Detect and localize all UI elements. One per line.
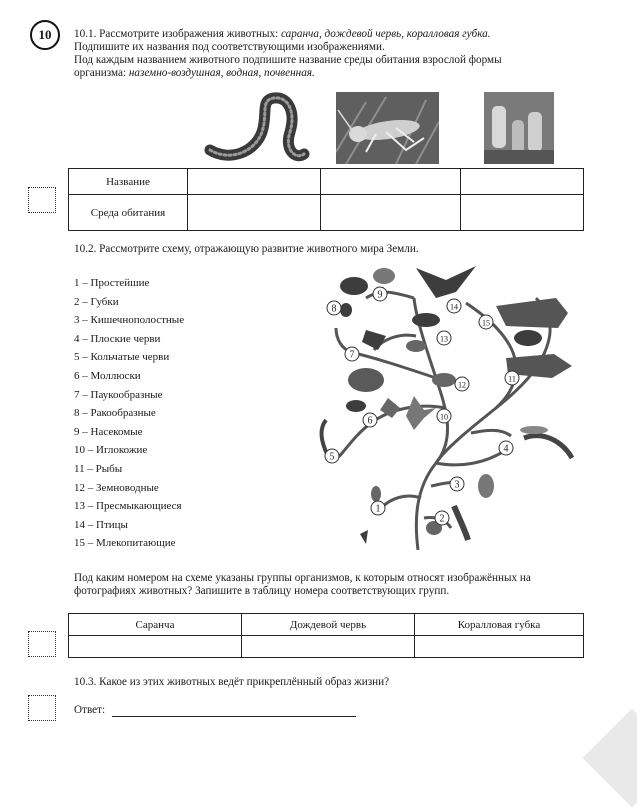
evolution-tree-diagram — [296, 258, 586, 554]
score-box-10-1 — [28, 187, 56, 213]
list-item: 15 – Млекопитающие — [74, 537, 176, 550]
row-label-habitat: Среда обитания — [69, 195, 188, 231]
list-item: 4 – Плоские черви — [74, 332, 161, 345]
list-item: 5 – Кольчатые черви — [74, 351, 170, 364]
list-item: 6 – Моллюски — [74, 369, 141, 382]
tree-label-1: 1 — [375, 503, 381, 515]
task-10-2-question — [74, 572, 584, 598]
header-locust: Саранча — [69, 614, 242, 636]
list-item: 10 – Иглокожие — [74, 444, 148, 457]
tree-label-3: 3 — [454, 479, 460, 491]
tree-label-7: 7 — [349, 349, 355, 361]
habitat-cell-2[interactable] — [321, 195, 461, 231]
task-10-1-number: 10.1. — [74, 28, 97, 40]
task-intro: Рассмотрите изображения животных: — [99, 28, 279, 40]
list-item: 14 – Птицы — [74, 518, 128, 531]
name-cell-1[interactable] — [188, 169, 321, 195]
task-number: 10 — [30, 20, 60, 50]
task-10-2-heading: 10.2. Рассмотрите схему, отражающую развитие животного мира Земли. — [74, 243, 419, 255]
list-item: 1 – Простейшие — [74, 277, 150, 289]
question-line1: Под каким номером на схеме указаны группы организмов, к которым относят изображённых на — [74, 572, 531, 584]
score-box-10-3 — [28, 695, 56, 721]
name-cell-2[interactable] — [321, 169, 461, 195]
list-item: 11 – Рыбы — [74, 462, 123, 475]
score-box-10-2 — [28, 631, 56, 657]
habitat-cell-1[interactable] — [188, 195, 321, 231]
tree-label-11: 11 — [508, 374, 516, 384]
list-item: 12 – Земноводные — [74, 481, 159, 494]
grasshopper-photo — [336, 92, 439, 164]
header-earthworm: Дождевой червь — [242, 614, 415, 636]
row-label-name: Название — [69, 169, 188, 195]
list-item: 7 – Паукообразные — [74, 388, 163, 401]
earthworm-photo — [200, 92, 310, 166]
tree-label-13: 13 — [440, 334, 448, 344]
task-line4-b: наземно-воздушная, водная, почвенная. — [128, 67, 315, 79]
list-item: 3 – Кишечнополостные — [74, 314, 185, 327]
task-animals: саранча, дождевой червь, коралловая губка. — [281, 28, 491, 40]
tree-label-12: 12 — [458, 380, 466, 390]
habitat-cell-3[interactable] — [461, 195, 584, 231]
question-line2: фотографиях животных? Запишите в таблицу номера соответствующих групп. — [74, 585, 450, 597]
answer-label: Ответ: — [74, 704, 106, 716]
answer-cell-coral-sponge[interactable] — [415, 636, 584, 658]
tree-label-4: 4 — [503, 443, 509, 455]
answer-line[interactable] — [112, 715, 356, 717]
tree-label-14: 14 — [450, 302, 458, 312]
group-numbers-table — [68, 613, 584, 658]
tree-label-10: 10 — [440, 412, 448, 422]
task-line2: Подпишите их названия под соответствующими изображениями. — [74, 41, 385, 53]
task-10-1-text — [74, 28, 582, 80]
group-list — [74, 274, 184, 553]
name-cell-3[interactable] — [461, 169, 584, 195]
tree-label-6: 6 — [367, 415, 373, 427]
page-curl — [583, 709, 637, 808]
tree-label-15: 15 — [482, 318, 490, 328]
task-line3: Под каждым названием животного подпишите название среды обитания взрослой формы — [74, 54, 502, 66]
tree-label-5: 5 — [329, 451, 335, 463]
header-coral-sponge: Коралловая губка — [415, 614, 584, 636]
tree-label-8: 8 — [331, 303, 337, 315]
answer-cell-locust[interactable] — [69, 636, 242, 658]
task-line4-a: организма: — [74, 67, 127, 79]
coral-sponge-photo — [484, 92, 554, 164]
task-10-3-question: 10.3. Какое из этих животных ведёт прикреплённый образ жизни? — [74, 676, 390, 688]
list-item: 8 – Ракообразные — [74, 407, 156, 420]
tree-label-2: 2 — [439, 513, 445, 525]
list-item: 13 – Пресмыкающиеся — [74, 500, 182, 513]
answer-cell-earthworm[interactable] — [242, 636, 415, 658]
list-item: 2 – Губки — [74, 295, 119, 308]
list-item: 9 – Насекомые — [74, 425, 143, 438]
names-habitat-table — [68, 168, 584, 231]
tree-label-9: 9 — [377, 289, 383, 301]
